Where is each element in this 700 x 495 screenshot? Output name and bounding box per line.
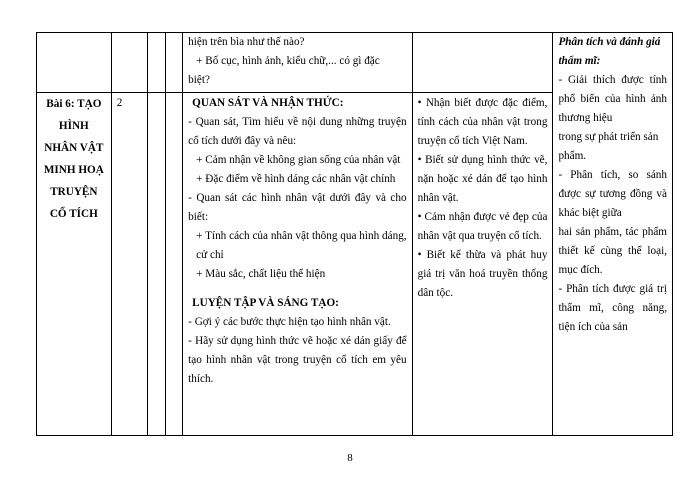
content-line: biệt?	[188, 74, 210, 86]
periods-cell	[111, 93, 147, 436]
empty-cell	[166, 93, 183, 436]
content-line: - Hãy sử dụng hình thức vẽ hoặc xé dán giấy để tạo hình nhân vật trong truyện cổ tích em yêu thích.	[188, 335, 407, 385]
assessment-heading: Phân tích và đánh giá thẩm mĩ:	[558, 36, 661, 67]
content-cell	[183, 93, 412, 436]
empty-cell	[111, 33, 147, 93]
content-line: - Gợi ý các bước thực hiện tạo hình nhân vật.	[188, 316, 391, 328]
empty-cell	[147, 93, 165, 436]
section-heading: LUYỆN TẬP VÀ SÁNG TẠO:	[192, 297, 339, 309]
content-cell-top	[183, 33, 412, 93]
content-line: + Cảm nhận về không gian sống của nhân vật	[196, 154, 401, 166]
assessment-line: - Phân tích, so sánh được sự tương đồng và khác biệt giữa	[558, 169, 667, 219]
table-row	[37, 33, 673, 93]
assessment-line: - Phân tích được giá trị thẩm mĩ, công năng, tiện ích của sản	[558, 283, 667, 333]
objective-item: • Biết kế thừa và phát huy giá trị văn hoá truyền thống dân tộc.	[417, 249, 548, 299]
objective-item: • Cảm nhận được vẻ đẹp của nhân vật qua truyện cổ tích.	[417, 211, 548, 242]
page-number: 8	[347, 452, 353, 464]
periods-value: 2	[116, 97, 123, 109]
curriculum-table	[36, 32, 673, 436]
content-line: + Màu sắc, chất liệu thể hiện	[196, 268, 326, 280]
empty-cell	[166, 33, 183, 93]
assessment-line: trong sự phát triển sản phẩm.	[558, 131, 659, 162]
content-line: + Bố cục, hình ảnh, kiểu chữ,... có gì đặc	[196, 55, 380, 67]
objective-item: • Nhận biết được đặc điểm, tính cách của nhân vật trong truyện cổ tích Việt Nam.	[417, 97, 548, 147]
assessment-cell	[553, 33, 673, 436]
lesson-title: Bài 6: TẠO HÌNH NHÂN VẬT MINH HOẠ TRUYỆN CỔ TÍCH	[43, 98, 104, 220]
empty-cell	[37, 33, 112, 93]
empty-cell	[412, 33, 553, 93]
objective-item: • Biết sử dụng hình thức vẽ, nặn hoặc xé dán để tạo hình nhân vật.	[417, 154, 548, 204]
content-line: - Quan sát các hình nhân vật dưới đây và cho biết:	[188, 192, 407, 223]
assessment-line: - Giải thích được tính phổ biến của hình ảnh thương hiệu	[558, 74, 667, 124]
empty-cell	[147, 33, 165, 93]
content-line: + Đặc điểm về hình dáng các nhân vật chính	[196, 173, 396, 185]
content-line: + Tính cách của nhân vật thông qua hình dáng, cử chỉ	[196, 230, 407, 261]
section-heading: QUAN SÁT VÀ NHẬN THỨC:	[192, 97, 344, 109]
objectives-cell	[412, 93, 553, 436]
lesson-title-cell	[37, 93, 112, 436]
content-line: hiện trên bìa như thế nào?	[188, 36, 305, 48]
content-line: - Quan sát, Tìm hiểu về nội dung những truyện cổ tích dưới đây và nêu:	[188, 116, 407, 147]
assessment-line: hai sản phẩm, tác phẩm thiết kế cùng thể loại, mục đích.	[558, 226, 667, 276]
